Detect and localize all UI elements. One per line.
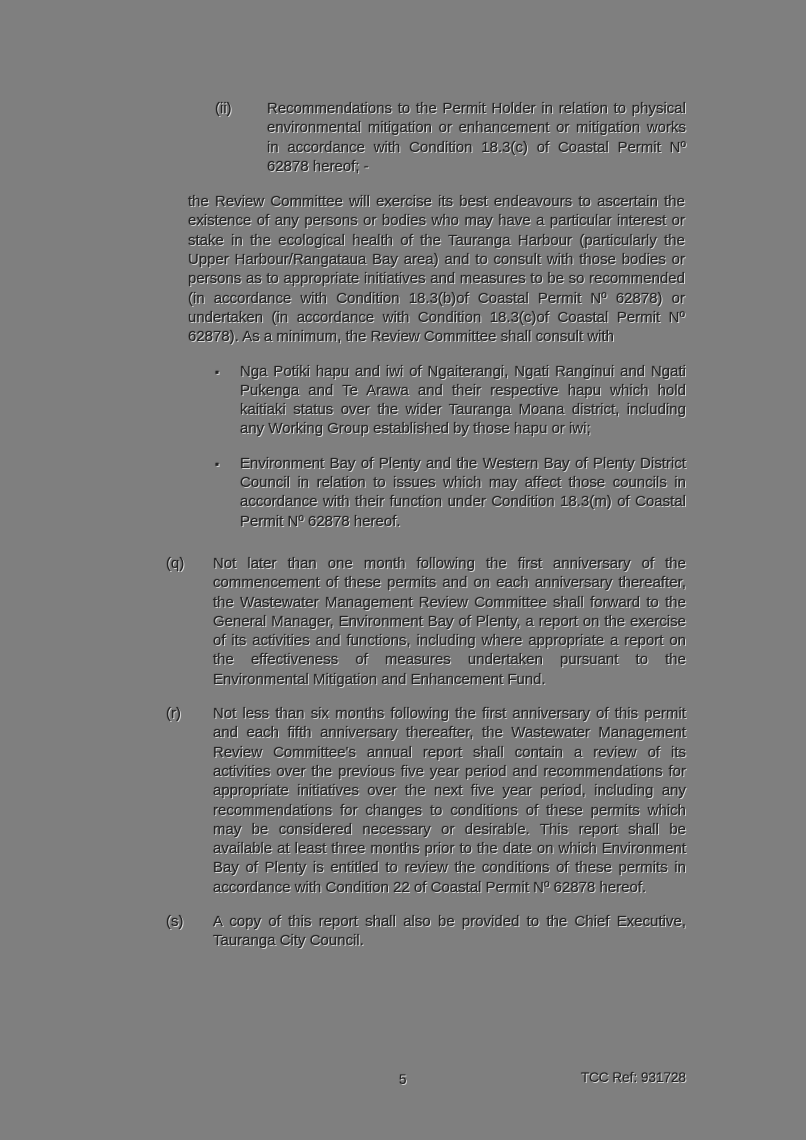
clause-q-label: (q) <box>166 554 185 572</box>
document-body <box>166 99 686 966</box>
bullet-item-councils <box>166 454 686 531</box>
clause-s <box>166 912 686 951</box>
intro-paragraph-text: the Review Committee will exercise its best endeavours to ascertain the existence of any persons or bodies who may have a particular interest or stake in the ecological health of the Tauranga Harbour (particularly the Upper Harbour/Rangataua Bay area) and to consult with those bodies or persons as to appropriate initiatives and measures to be so recommended (in accordance with Condition 18.3(b)of Coastal Permit Nº 62878) or undertaken (in accordance with Condition 18.3(c)of Coastal Permit Nº 62878). As a minimum, the Review Committee shall consult with <box>188 193 685 346</box>
clause-s-label: (s) <box>166 912 184 930</box>
page-number: 5 <box>399 1072 407 1087</box>
square-bullet-icon: ▪ <box>215 364 220 379</box>
bullet-item-iwi-text: Nga Potiki hapu and iwi of Ngaiterangi, Ngati Ranginui and Ngati Pukenga and Te Arawa and their respective hapu which hold kaitiaki status over the wider Tauranga Moana district, including any Working Group established by those hapu or iwi; <box>240 362 686 438</box>
clause-q <box>166 554 686 689</box>
page-footer <box>0 1068 806 1092</box>
clause-r-label: (r) <box>166 705 181 723</box>
clause-ii-label: (ii) <box>215 100 232 117</box>
bullet-item-councils-text: Environment Bay of Plenty and the Western Bay of Plenty District Council in relation to issues which may affect those councils in accordance with their function under Condition 18.3(m) of Coastal Permit Nº 62878 hereof. <box>240 454 686 530</box>
document-reference: TCC Ref: 931728 <box>580 1070 686 1085</box>
bullet-item-iwi <box>166 362 686 439</box>
clause-ii <box>166 99 686 176</box>
clause-ii-text: Recommendations to the Permit Holder in relation to physical environmental mitigation or enhancement or mitigation works in accordance with Condition 18.3(c) of Coastal Permit Nº 62878 hereof; - <box>267 100 686 175</box>
intro-paragraph <box>188 192 685 346</box>
square-bullet-icon: ▪ <box>215 456 220 471</box>
clause-r <box>166 704 686 897</box>
clause-r-text: Not less than six months following the first anniversary of this permit and each fifth anniversary thereafter, the Wastewater Management Review Committee's annual report shall contain a review of its activities over the previous five year period and recommendations for appropriate initiatives over the next five year period, including any recommendations for changes to conditions of these permits which may be considered necessary or desirable. This report shall be available at least three months prior to the date on which Environment Bay of Plenty is entitled to review the conditions of these permits in accordance with Condition 22 of Coastal Permit Nº 62878 hereof. <box>213 705 686 896</box>
clause-q-text: Not later than one month following the first anniversary of the commencement of these permits and on each anniversary thereafter, the Wastewater Management Review Committee shall forward to the General Manager, Environment Bay of Plenty, a report on the exercise of its activities and functions, including where appropriate a report on the effectiveness of measures undertaken pursuant to the Environmental Mitigation and Enhancement Fund. <box>213 554 686 688</box>
clause-s-text: A copy of this report shall also be provided to the Chief Executive, Tauranga City Council. <box>213 912 686 950</box>
